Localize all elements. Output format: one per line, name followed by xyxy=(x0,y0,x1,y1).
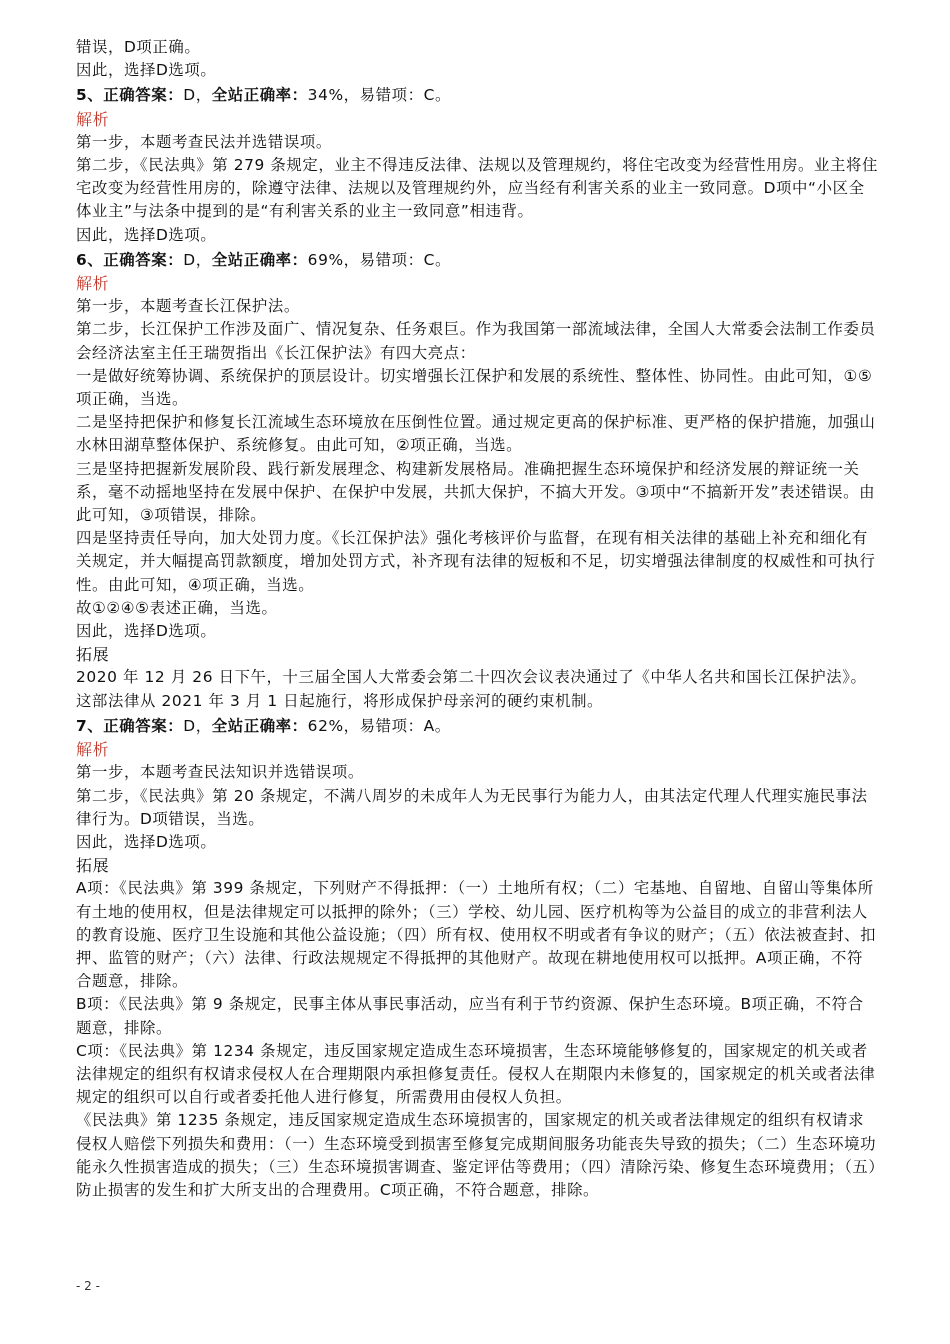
q6-answer: D， xyxy=(183,250,212,269)
q6-summary: 故①②④⑤表述正确，当选。 xyxy=(76,598,278,617)
q7-conclusion: 因此，选择D选项。 xyxy=(76,832,217,851)
q7-answer-header xyxy=(76,715,878,738)
q6-extension-text: 2020 年 12 月 26 日下午，十三届全国人大常委会第二十四次会议表决通过了《中华人名共和国长江保护法》。这部法律从 2021 年 3 月 1 日起施行，将形成保护母亲河的硬约束机制。 xyxy=(76,668,867,710)
q5-analysis-label: 解析 xyxy=(76,109,110,129)
q6-rate: 69%，易错项：C。 xyxy=(307,250,451,269)
q7-rate-label: 全站正确率： xyxy=(211,716,308,735)
q7-option-a: A项：《民法典》第 399 条规定，下列财产不得抵押：（一）土地所有权；（二）宅基地、自留地、自留山等集体所有土地的使用权，但是法律规定可以抵押的除外；（三）学校、幼儿园、医疗机构等为公益目的成立的非营利法人的教育设施、医疗卫生设施和其他公益设施；（四）所有权、使用权不明或者有争议的财产；（五）依法被查封、扣押、监管的财产；（六）法律、行政法规规定不得抵押的其他财产。故现在耕地使用权可以抵押。A项正确，不符合题意，排除。 xyxy=(76,879,877,991)
q5-step2: 第二步，《民法典》第 279 条规定，业主不得违反法律、法规以及管理规约，将住宅改变为经营性用房。业主将住宅改变为经营性用房的，除遵守法律、法规以及管理规约外，应当经有利害关系的业主一致同意。D项中“小区全体业主”与法条中提到的是“有利害关系的业主一致同意”相违背。 xyxy=(76,156,879,221)
q5-answer-header xyxy=(76,84,878,107)
q6-point2: 二是坚持把保护和修复长江流域生态环境放在压倒性位置。通过规定更高的保护标准、更严格的保护措施，加强山水林田湖草整体保护、系统修复。由此可知，②项正确，当选。 xyxy=(76,413,876,455)
q6-num-label: 6、正确答案： xyxy=(76,250,184,269)
q6-point4: 四是坚持责任导向，加大处罚力度。《长江保护法》强化考核评价与监督，在现有相关法律的基础上补充和细化有关规定，并大幅提高罚款额度，增加处罚方式，补齐现有法律的短板和不足，切实增强法律制度的权威性和可执行性。由此可知，④项正确，当选。 xyxy=(76,529,876,594)
q7-analysis-label: 解析 xyxy=(76,740,110,760)
q5-conclusion: 因此，选择D选项。 xyxy=(76,225,217,244)
q6-extension-label: 拓展 xyxy=(76,645,110,665)
q5-rate: 34%，易错项：C。 xyxy=(307,86,451,105)
q6-conclusion: 因此，选择D选项。 xyxy=(76,622,217,641)
q5-rate-label: 全站正确率： xyxy=(211,86,308,105)
q5-num-label: 5、正确答案： xyxy=(76,86,184,105)
q4-tail-line1: 错误，D项正确。 xyxy=(76,38,201,56)
q6-point1: 一是做好统筹协调、系统保护的顶层设计。切实增强长江保护和发展的系统性、整体性、协同性。由此可知，①⑤项正确，当选。 xyxy=(76,366,873,409)
q7-option-b: B项：《民法典》第 9 条规定，民事主体从事民事活动，应当有利于节约资源、保护生态环境。B项正确，不符合题意，排除。 xyxy=(76,995,864,1037)
q7-option-c: C项：《民法典》第 1234 条规定，违反国家规定造成生态环境损害，生态环境能够修复的，国家规定的机关或者法律规定的组织有权请求侵权人在合理期限内承担修复责任。侵权人在期限内未修复的，国家规定的机关或者法律规定的组织可以自行或者委托他人进行修复，所需费用由侵权人负担。 xyxy=(76,1041,876,1107)
q4-tail-line2: 因此，选择D选项。 xyxy=(76,61,217,80)
q7-num-label: 7、正确答案： xyxy=(76,716,184,735)
q7-rate: 62%，易错项：A。 xyxy=(307,716,451,735)
q5-step1: 第一步，本题考查民法并选错误项。 xyxy=(76,132,332,151)
q6-rate-label: 全站正确率： xyxy=(211,250,308,269)
q7-option-c-cont: 《民法典》第 1235 条规定，违反国家规定造成生态环境损害的，国家规定的机关或者法律规定的组织有权请求侵权人赔偿下列损失和费用：（一）生态环境受到损害至修复完成期间服务功能丧失导致的损失；（二）生态环境功能永久性损害造成的损失；（三）生态环境损害调查、鉴定评估等费用；（四）清除污染、修复生态环境费用；（五）防止损害的发生和扩大所支出的合理费用。C项正确，不符合题意，排除。 xyxy=(76,1111,877,1199)
q7-extension-label: 拓展 xyxy=(76,856,110,876)
q7-step2: 第二步，《民法典》第 20 条规定，不满八周岁的未成年人为无民事行为能力人，由其法定代理人代理实施民事法律行为。D项错误，当选。 xyxy=(76,786,868,828)
q6-step1: 第一步，本题考查长江保护法。 xyxy=(76,297,300,316)
q7-step1: 第一步，本题考查民法知识并选错误项。 xyxy=(76,763,364,782)
q5-answer: D， xyxy=(183,86,212,105)
q6-point3: 三是坚持把握新发展阶段、践行新发展理念、构建新发展格局。准确把握生态环境保护和经济发展的辩证统一关系，毫不动摇地坚持在发展中保护、在保护中发展，共抓大保护，不搞大开发。③项中“不搞新开发”表述错误。由此可知，③项错误，排除。 xyxy=(76,459,876,525)
page-number: - 2 - xyxy=(76,1279,100,1293)
q7-answer: D， xyxy=(183,716,212,735)
q6-answer-header xyxy=(76,249,878,272)
q6-step2: 第二步，长江保护工作涉及面广、情况复杂、任务艰巨。作为我国第一部流域法律，全国人大常委会法制工作委员会经济法室主任王瑞贺指出《长江保护法》有四大亮点： xyxy=(76,320,876,362)
document-page xyxy=(76,36,878,1202)
q6-analysis-label: 解析 xyxy=(76,274,110,294)
